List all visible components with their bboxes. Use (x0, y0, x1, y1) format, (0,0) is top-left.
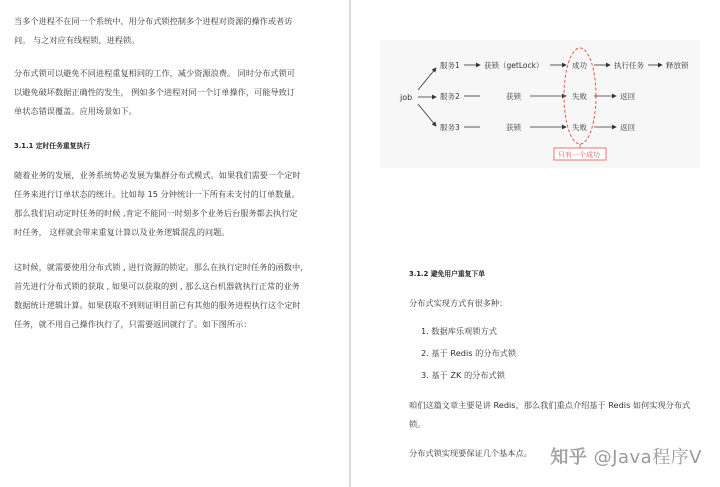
acquire-1: 获锁（getLock） (484, 61, 544, 70)
result-1: 成功 (572, 61, 587, 70)
next-3: 返回 (620, 123, 635, 132)
list-item: 2. 基于 Redis 的分布式锁 (421, 348, 517, 358)
text-line: 当多个进程不在同一个系统中，用分布式锁控制多个进程对资源的操作或者访 (14, 16, 293, 26)
text-line: 首先进行分布式锁的获取 , 如果可以获取的到 , 那么这台机器就执行正常的业务 (14, 281, 300, 291)
left-page (0, 0, 350, 487)
text-line: 单状态错误覆盖。应用场景如下。 (14, 106, 137, 116)
text-line: 以避免破坏数据正确性的发生， 例如多个进程对同一个订单操作，可能导致订 (14, 87, 295, 97)
page-divider (349, 0, 351, 487)
text-line: 任务，就不用自己操作执行了，只需要返回就行了。如下图所示： (14, 319, 252, 329)
text-line: 咱们这篇文章主要是讲 Redis，那么我们重点介绍基于 Redis 如何实现分布式 (409, 400, 691, 410)
text-line: 数据统计逻辑计算。如果获取不到则证明目前已有其他的服务进程执行这个定时 (14, 300, 301, 310)
text-line: 分布式锁可以避免不同进程重复相同的工作，减少资源浪费。 同时分布式锁可 (14, 68, 295, 78)
text-line: 时任务， 这样就会带来重复计算以及业务逻辑混乱的问题。 (14, 227, 230, 237)
result-3: 失败 (572, 123, 587, 132)
paragraph-implementations-intro: 分布式实现方式有很多种： (409, 298, 508, 308)
paragraph-scheduled-task (14, 166, 301, 242)
watermark-brand: 知乎 (550, 447, 588, 468)
paragraph-lock-usage (14, 258, 308, 334)
paragraph-benefits (14, 64, 295, 121)
next-2: 返回 (620, 92, 635, 101)
watermark-handle: @Java程序V (593, 447, 702, 468)
text-line: 问。 与之对应有线程锁，进程锁。 (14, 35, 140, 45)
service-1: 服务1 (440, 61, 460, 70)
arrow-job-service1 (418, 68, 436, 90)
section-heading-3-1-1: 3.1.1 定时任务重复执行 (14, 142, 91, 150)
result-2: 失败 (572, 92, 587, 101)
paragraph-intro (14, 12, 292, 50)
text-line: 随着业务的发展，业务系统势必发展为集群分布式模式。如果我们需要一个定时 (14, 170, 301, 180)
zhihu-watermark (550, 443, 702, 469)
text-line: 任务来进行订单状态的统计。比如每 15 分钟统计一下所有未支付的订单数量。 (14, 189, 300, 199)
service-2: 服务2 (440, 92, 460, 101)
only-one-success-label: 只有一个成功 (558, 151, 600, 159)
text-line: 锁。 (409, 419, 426, 429)
service-3: 服务3 (440, 123, 460, 132)
paragraph-redis-focus (409, 396, 690, 434)
job-label: job (400, 93, 413, 102)
next-1: 执行任务 (614, 61, 644, 70)
arrow-job-service3 (418, 104, 436, 126)
paragraph-basic-points: 分布式锁实现要保证几个基本点。 (409, 448, 532, 458)
text-line: 那么我们启动定时任务的时候 ,肯定不能同一时刻多个业务后台服务都去执行定 (14, 208, 298, 218)
lock-flow-diagram (380, 40, 700, 168)
list-item: 1. 数据库乐观锁方式 (421, 326, 497, 336)
list-item: 3. 基于 ZK 的分布式锁 (421, 370, 505, 380)
section-heading-3-1-2: 3.1.2 避免用户重复下单 (409, 270, 486, 278)
acquire-3: 获锁 (506, 123, 521, 132)
diagram-svg (380, 40, 700, 168)
acquire-2: 获锁 (506, 92, 521, 101)
release-lock: 释放锁 (666, 61, 689, 70)
text-line: 这时候，就需要使用分布式锁 , 进行资源的锁定。那么在执行定时任务的函数中， (14, 262, 309, 272)
